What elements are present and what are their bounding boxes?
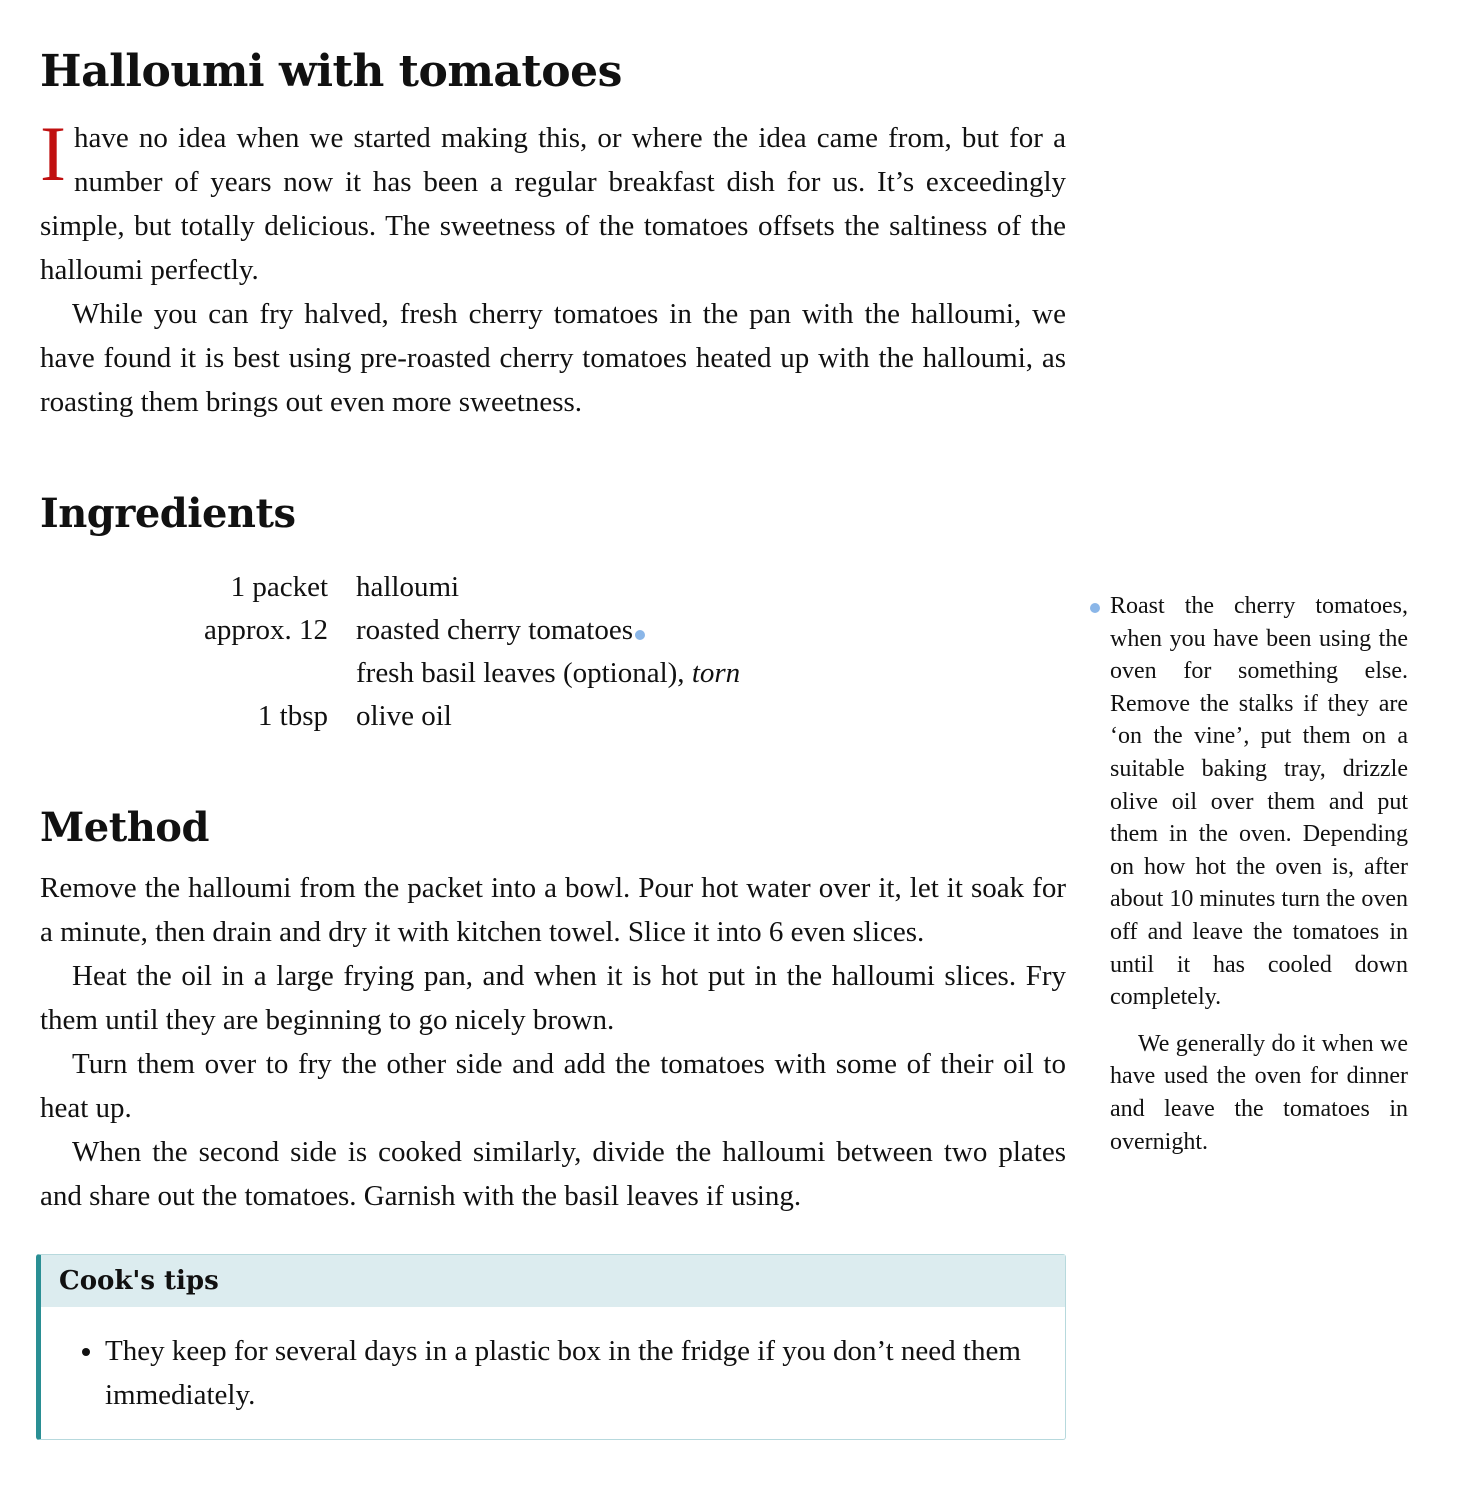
cooks-tips-box <box>36 1254 1066 1440</box>
method-step: Heat the oil in a large frying pan, and when it is hot put in the halloumi slices. Fry them until they are beginning to go nicely brown. <box>40 960 1066 1036</box>
method-heading: Method <box>40 804 209 851</box>
cooks-tip-item: • They keep for several days in a plastic box in the fridge if you don’t need them immediately. <box>105 1329 1025 1417</box>
ingredient-name-cell <box>356 652 1066 695</box>
ingredients-list <box>40 566 1066 738</box>
sidenote-marker-icon <box>1090 603 1100 613</box>
ingredient-note: torn <box>691 657 741 689</box>
ingredient-row <box>40 566 1066 609</box>
sidenote-paragraph-1: Roast the cherry tomatoes, when you have been using the oven for something else. Remove the stalks if they are ‘on the vine’, put them on a suitable baking tray, drizzle olive oil over them and put them in the oven. Depending on how hot the oven is, after about 10 minutes turn the oven off and leave the tomatoes in until it has cooled down completely. <box>1110 593 1408 1011</box>
method-step: Turn them over to fry the other side and add the tomatoes with some of their oil to heat up. <box>40 1048 1066 1124</box>
cooks-tips-list <box>41 1307 1065 1439</box>
ingredient-quantity <box>40 652 356 695</box>
sidenote-marker-icon[interactable] <box>635 630 645 640</box>
ingredients-heading: Ingredients <box>40 490 296 537</box>
ingredient-name-cell <box>356 609 1066 652</box>
ingredient-quantity: 1 tbsp <box>257 700 328 732</box>
method-step: When the second side is cooked similarly, divide the halloumi between two plates and share out the tomatoes. Garnish with the basil leaves if using. <box>40 1136 1066 1212</box>
recipe-main <box>40 40 1066 1440</box>
ingredient-name: halloumi <box>356 571 460 603</box>
ingredient-name: olive oil <box>356 700 452 732</box>
sidenote-body <box>1090 590 1408 1014</box>
ingredient-quantity: 1 packet <box>230 571 328 603</box>
recipe-title: Halloumi with tomatoes <box>40 46 622 97</box>
method-step: Remove the halloumi from the packet into a bowl. Pour hot water over it, let it soak for a minute, then drain and dry it with kitchen towel. Slice it into 6 even slices. <box>40 872 1066 948</box>
drop-cap: I <box>40 110 66 197</box>
sidenote-paragraph-2: We generally do it when we have used the oven for dinner and leave the tomatoes in overnight. <box>1110 1030 1408 1155</box>
ingredient-row <box>40 695 1066 738</box>
ingredient-quantity: approx. 12 <box>203 614 328 646</box>
intro-section <box>40 110 1066 424</box>
cooks-tips-title: Cook's tips <box>41 1255 1065 1307</box>
ingredient-row <box>40 609 1066 652</box>
sidenote <box>1090 590 1408 1158</box>
intro-paragraph-1 <box>40 110 1066 292</box>
ingredient-name: fresh basil leaves (optional), <box>356 657 692 689</box>
intro-paragraph-2: While you can fry halved, fresh cherry tomatoes in the pan with the halloumi, we have found it is best using pre-roasted cherry tomatoes heated up with the halloumi, as roasting them brings out even more sweetness. <box>40 298 1066 418</box>
intro-paragraph-1-text: have no idea when we started making this, or where the idea came from, but for a number of years now it has been a regular breakfast dish for us. It’s exceedingly simple, but totally delicious. The sweetness of the tomatoes offsets the saltiness of the halloumi perfectly. <box>40 122 1066 286</box>
ingredient-row <box>40 652 1066 695</box>
ingredient-name: roasted cherry tomatoes <box>356 614 634 646</box>
method-section <box>40 866 1066 1218</box>
